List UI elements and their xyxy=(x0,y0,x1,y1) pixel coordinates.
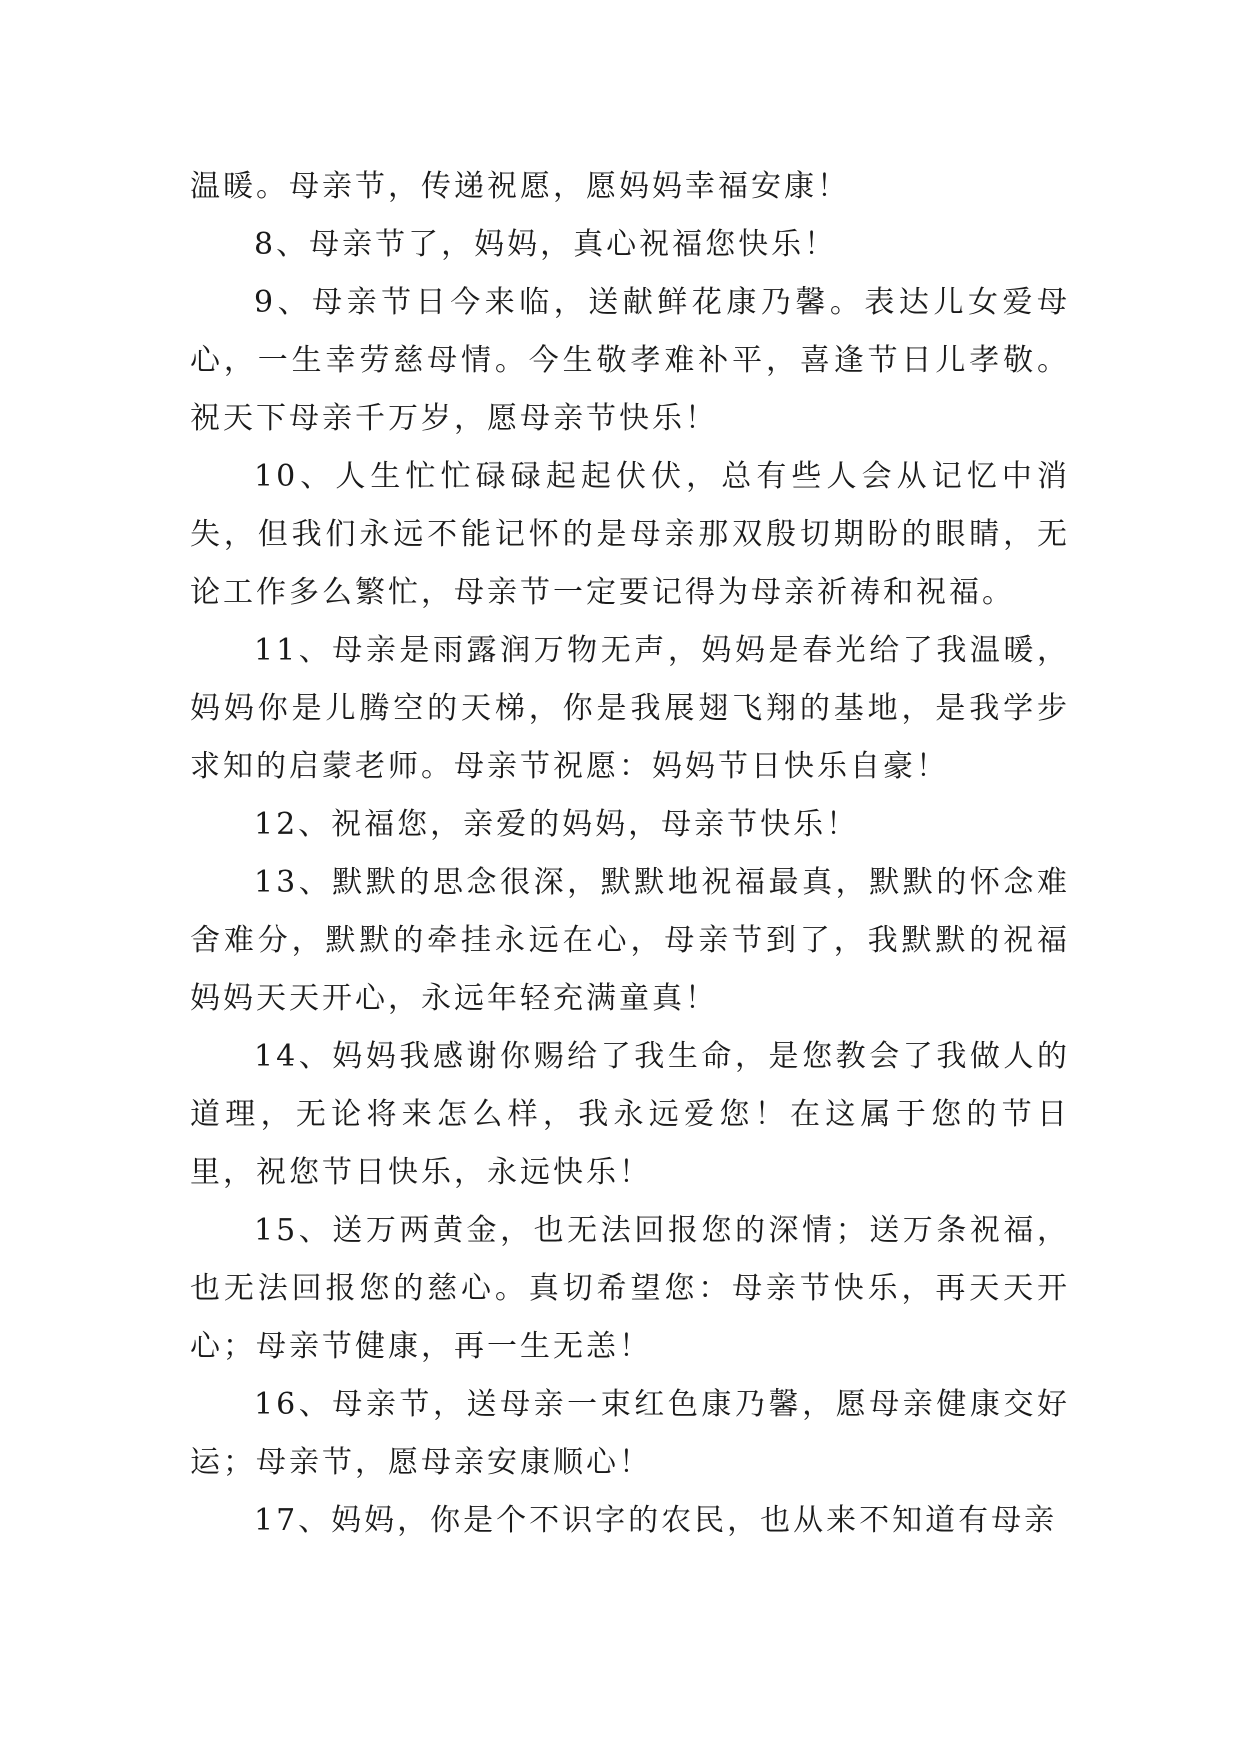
paragraph-item-15: 15、送万两黄金，也无法回报您的深情；送万条祝福，也无法回报您的慈心。真切希望您：母亲节快乐，再天天开心；母亲节健康，再一生无恙！ xyxy=(190,1213,1070,1364)
paragraph-continuation: 温暖。母亲节，传递祝愿，愿妈妈幸福安康！ xyxy=(190,169,850,204)
paragraph-item-10: 10、人生忙忙碌碌起起伏伏，总有些人会从记忆中消失，但我们永远不能记怀的是母亲那双殷切期盼的眼睛，无论工作多么繁忙，母亲节一定要记得为母亲祈祷和祝福。 xyxy=(190,459,1070,610)
paragraph-item-14: 14、妈妈我感谢你赐给了我生命，是您教会了我做人的道理，无论将来怎么样，我永远爱您！在这属于您的节日里，祝您节日快乐，永远快乐！ xyxy=(190,1039,1070,1190)
paragraph-item-8: 8、母亲节了，妈妈，真心祝福您快乐！ xyxy=(254,227,838,262)
paragraph-item-17: 17、妈妈，你是个不识字的农民，也从来不知道有母亲 xyxy=(254,1503,1058,1538)
paragraph-item-13: 13、默默的思念很深，默默地祝福最真，默默的怀念难舍难分，默默的牵挂永远在心，母亲节到了，我默默的祝福妈妈天天开心，永远年轻充满童真！ xyxy=(190,865,1070,1016)
paragraph-item-11: 11、母亲是雨露润万物无声，妈妈是春光给了我温暖，妈妈你是儿腾空的天梯，你是我展翅飞翔的基地，是我学步求知的启蒙老师。母亲节祝愿：妈妈节日快乐自豪！ xyxy=(190,633,1070,784)
paragraph-item-16: 16、母亲节，送母亲一束红色康乃馨，愿母亲健康交好运；母亲节，愿母亲安康顺心！ xyxy=(190,1387,1070,1480)
paragraph-item-12: 12、祝福您，亲爱的妈妈，母亲节快乐！ xyxy=(254,807,860,842)
document-body xyxy=(190,158,1070,1550)
paragraph-item-9: 9、母亲节日今来临，送献鲜花康乃馨。表达儿女爱母心，一生幸劳慈母情。今生敬孝难补平，喜逢节日儿孝敬。祝天下母亲千万岁，愿母亲节快乐！ xyxy=(190,285,1070,436)
